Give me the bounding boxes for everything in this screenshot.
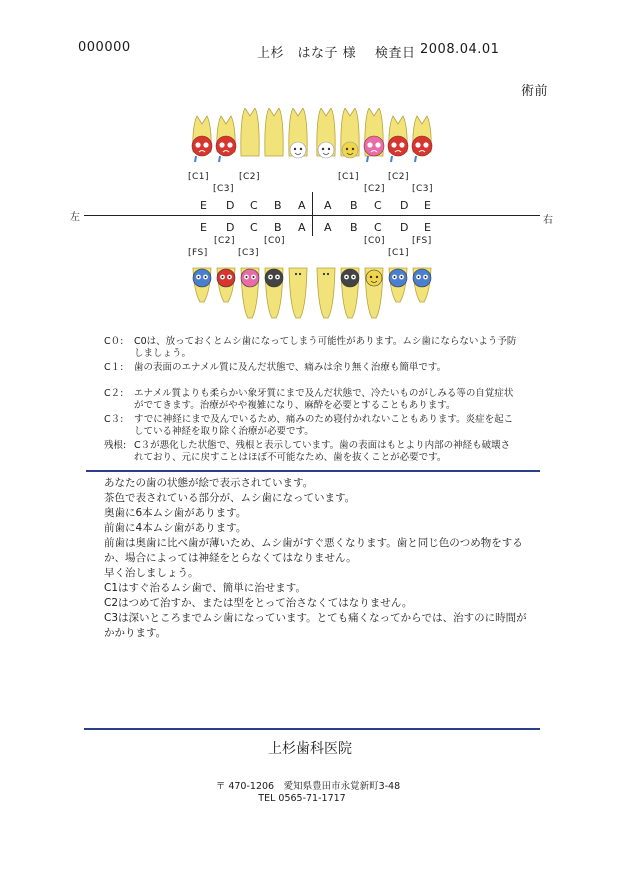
description-line: 茶色で表されている部分が、ムシ歯になっています。 [104, 492, 356, 504]
legend-text [134, 336, 534, 360]
tooth-letter: A [298, 221, 307, 234]
lower-tooth [193, 268, 211, 302]
tooth-letter: B [350, 199, 359, 212]
tooth-letter: D [226, 221, 235, 234]
condition-label: [C3] [238, 248, 260, 258]
lower-tooth [413, 268, 431, 302]
lower-tooth [341, 268, 359, 318]
legend-line: エナメル質よりも柔らかい象牙質にまで及んだ状態で、冷たいものがしみる等の自覚症状 [134, 388, 514, 399]
legend-line: C３が悪化した状態で、残根と表示しています。歯の表面はもとより内部の神経も破壊さ [134, 440, 511, 451]
condition-label: [FS] [188, 248, 208, 258]
description-line: C2はつめて治すか、または型をとって治さなくてはなりません。 [104, 597, 413, 609]
status-label: 術前 [521, 84, 549, 99]
tooth-letter: E [200, 199, 208, 212]
legend-line: している神経を取り除く治療が必要です。 [134, 426, 314, 437]
upper-teeth-illustration [180, 108, 450, 170]
divider-bottom [84, 728, 540, 730]
patient-id: 000000 [78, 40, 131, 55]
condition-label: [FS] [412, 236, 432, 246]
condition-label: [C1] [388, 248, 410, 258]
description-line: かかります。 [104, 627, 167, 639]
condition-label: [C1] [188, 172, 210, 182]
description-line: 早く治しましょう。 [104, 567, 199, 579]
tooth-letter: B [350, 221, 359, 234]
upper-tooth [364, 108, 384, 162]
exam-date: 2008.04.01 [420, 42, 500, 57]
tooth-letter: B [274, 199, 283, 212]
tooth-letter: E [200, 221, 208, 234]
tooth-letter: E [424, 199, 432, 212]
legend-key: C１: [104, 362, 124, 373]
condition-label: [C1] [338, 172, 360, 182]
legend-line: 歯の表面のエナメル質に及んだ状態で、痛みは余り無く治療も簡単です。 [134, 362, 447, 373]
description-line: 奥歯に6本ムシ歯があります。 [104, 507, 247, 519]
legend-line: しましょう。 [134, 348, 192, 359]
legend-text [134, 362, 534, 374]
upper-tooth [317, 108, 335, 158]
patient-name: 上杉 はな子 様 [257, 46, 357, 61]
lower-tooth [241, 268, 259, 318]
tooth-letter: E [424, 221, 432, 234]
legend-key: C３: [104, 414, 124, 425]
tooth-letter: D [400, 199, 409, 212]
chart-right-side: 右 [543, 215, 553, 226]
exam-date-label: 検査日 [375, 46, 416, 61]
tooth-letter: A [324, 221, 333, 234]
upper-tooth [216, 116, 236, 162]
legend-line: すでに神経にまで及んでいるため、痛みのため寝付かれないこともあります。炎症を起こ [134, 414, 514, 425]
tooth-letter: D [226, 199, 235, 212]
legend-line: がでてきます。治療がやや複雑になり、麻酔を必要とすることもあります。 [134, 400, 456, 411]
upper-tooth [412, 116, 432, 162]
legend-line: れており、元に戻すことはほぼ不可能なため、歯を抜くことが必要です。 [134, 452, 447, 463]
description-line: C1はすぐ治るムシ歯で、簡単に治せます。 [104, 582, 306, 594]
condition-label: [C0] [364, 236, 386, 246]
upper-tooth [241, 108, 259, 156]
lower-tooth [217, 268, 235, 302]
lower-tooth [265, 268, 283, 318]
legend-text [134, 388, 534, 412]
clinic-phone: TEL 0565-71-1717 [258, 793, 346, 804]
legend-text [134, 414, 534, 438]
upper-tooth [388, 116, 408, 162]
diagnosis-description [104, 476, 564, 641]
description-line: か、場合によっては神経をとらなくてはなりません。 [104, 552, 357, 564]
upper-tooth [192, 116, 212, 162]
lower-teeth-illustration [180, 262, 450, 328]
description-line: 前歯は奥歯に比べ歯が薄いため、ムシ歯がすぐ悪くなります。歯と同じ色のつめ物をする [104, 537, 523, 549]
description-line: C3は深いところまでムシ歯になっています。とても痛くなってからでは、治すのに時間が [104, 612, 527, 624]
lower-tooth [317, 268, 335, 318]
condition-label: [C2] [388, 172, 410, 182]
legend-key: C２: [104, 388, 124, 399]
condition-label: [C2] [214, 236, 236, 246]
tooth-letter: A [298, 199, 307, 212]
legend-line: C0は、放っておくとムシ歯になってしまう可能性があります。ムシ歯にならないよう予防 [134, 336, 517, 347]
tooth-letter: C [250, 199, 259, 212]
chart-left-side: 左 [70, 212, 80, 223]
tooth-letter: C [374, 199, 383, 212]
tooth-letter: B [274, 221, 283, 234]
clinic-name: 上杉歯科医院 [268, 741, 352, 757]
upper-tooth [289, 108, 307, 158]
condition-label: [C0] [264, 236, 286, 246]
tooth-letter: A [324, 199, 333, 212]
clinic-address: 〒 470-1206 愛知県豊田市永覚新町3-48 [215, 781, 401, 792]
lower-tooth [389, 268, 407, 302]
upper-tooth [341, 108, 359, 158]
condition-label: [C3] [412, 184, 434, 194]
description-line: あなたの歯の状態が絵で表示されています。 [104, 477, 314, 489]
legend-text [134, 440, 534, 464]
lower-tooth [289, 268, 307, 318]
chart-vertical-axis [312, 192, 313, 236]
legend-key: C０: [104, 336, 124, 347]
legend-key: 残根: [104, 440, 127, 451]
condition-label: [C2] [364, 184, 386, 194]
condition-label: [C2] [239, 172, 261, 182]
upper-tooth [265, 108, 283, 156]
divider-top [86, 470, 540, 472]
tooth-letter: C [374, 221, 383, 234]
tooth-letter: D [400, 221, 409, 234]
tooth-letter: C [250, 221, 259, 234]
lower-tooth [365, 268, 383, 318]
condition-label: [C3] [213, 184, 235, 194]
description-line: 前歯に4本ムシ歯があります。 [104, 522, 247, 534]
